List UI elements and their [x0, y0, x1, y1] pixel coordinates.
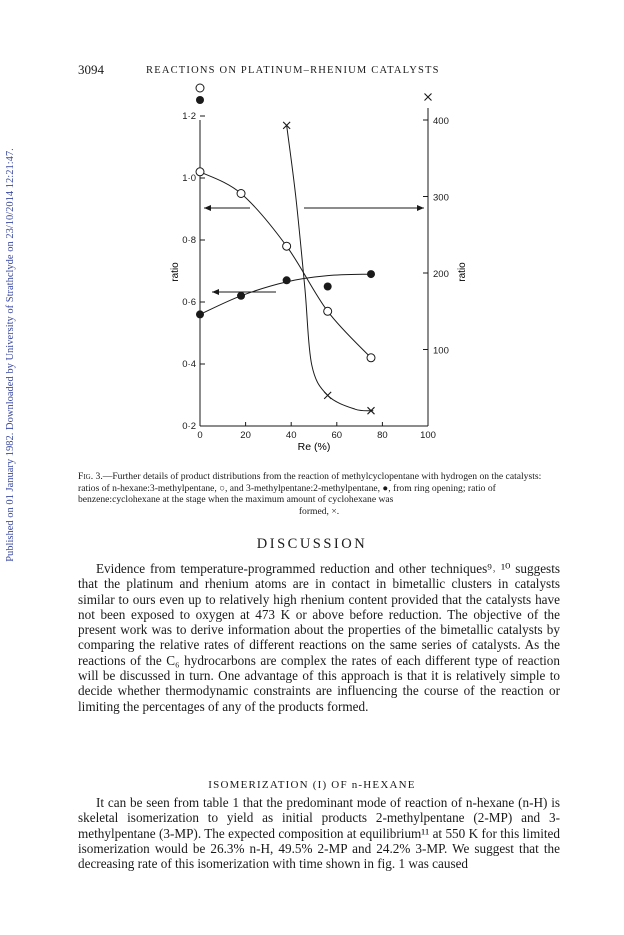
left-y-tick-label: 1·2: [182, 111, 196, 122]
isomerization-paragraph: It can be seen from table 1 that the predominant mode of reaction of n-hexane (n-H) is skeletal isomerization to yield as initial products 2-methylpentane (2-MP) and 3-methylpentane (3-MP). The expected composition at equilibrium¹¹ at 550 K for this limited isomerization would be 26.3% n-H, 49.5% 2-MP and 24.2% 3-MP. We suggest that the decreasing rate of this isomerization with time shown in fig. 1 was caused: [78, 795, 560, 872]
x-tick-label: 100: [420, 430, 436, 441]
arrow-to-left-axis-2-head: [212, 289, 219, 295]
series-curve: [287, 125, 374, 410]
right-y-tick-label: 400: [433, 116, 449, 127]
open-circle-point: [196, 168, 204, 176]
open-circle-point: [283, 242, 291, 250]
axis-arrows: [204, 205, 424, 295]
subsection-heading: ISOMERIZATION (I) OF n-HEXANE: [208, 779, 416, 791]
page-number: 3094: [78, 62, 104, 77]
left-y-tick-label: 0·6: [182, 297, 196, 308]
download-watermark: Published on 01 January 1982. Downloaded by University of Strathclyde on 23/10/2014 12:21:47.: [5, 148, 16, 562]
open-circle-point: [324, 307, 332, 315]
x-tick-label: 0: [197, 430, 203, 441]
chart-ticks: [182, 111, 449, 441]
caption-last-line: formed, ×.: [298, 505, 340, 517]
filled-circle-point: [237, 292, 245, 300]
x-tick-label: 60: [331, 430, 343, 441]
chart-axes: [200, 108, 428, 426]
left-y-tick-label: 0·8: [182, 235, 196, 246]
caption-label: Fig. 3.: [78, 471, 103, 482]
chart-marks: [196, 84, 432, 414]
left-y-tick-label: 1·0: [182, 173, 196, 184]
x-axis-label: Re (%): [297, 441, 331, 453]
section-heading: DISCUSSION: [256, 536, 368, 552]
filled-circle-point: [283, 276, 291, 284]
offscale-cross: [425, 94, 432, 101]
series-curve: [200, 172, 371, 358]
right-y-tick-label: 200: [433, 269, 449, 280]
right-y-tick-label: 100: [433, 345, 449, 357]
left-y-tick-label: 0·2: [182, 421, 196, 432]
cross-point: [324, 392, 331, 399]
discussion-paragraph: Evidence from temperature-programmed reduction and other techniques⁹˒ ¹⁰ suggests that the platinum and rhenium atoms are in contact in bimetallic clusters in catalysts similar to ours even up to relatively high rhenium content provided that the catalysts have not been exposed to oxygen at 473 K or above before reduction. The objective of the present work was to derive information about the properties of the bimetallic catalysts by comparing the relative rates of different reactions on the same series of catalysts. As the reactions of the C₆ hydrocarbons are complex the rates of each different type of reaction will be discussed in turn. One advantage of this approach is that it is relatively simple to decide whether thermodynamic constraints are influencing the course of the reaction or limiting the percentages of any of the products formed.: [78, 561, 560, 714]
open-circle-point: [367, 354, 375, 362]
chart-curves: [200, 125, 373, 410]
caption-text: —Further details of product distributions from the reaction of methylcyclopentane with hydrogen on the catalysts: ratios of n-hexane:3-methylpentane, ○, and 3-methylpentane:2-methylpentane, ●, from ring opening; ratio of benzene:cyclohexane at the stage when the maximum amount of cyclohexane was: [78, 471, 542, 505]
offscale-filled-circle: [196, 96, 204, 104]
figure-caption: [78, 471, 560, 517]
x-tick-label: 20: [240, 430, 251, 441]
right-y-axis-label: ratio: [457, 262, 468, 282]
arrow-to-right-axis-head: [417, 205, 424, 211]
x-tick-label: 80: [377, 430, 388, 441]
filled-circle-point: [367, 270, 375, 278]
arrow-to-left-axis-1-head: [204, 205, 211, 211]
filled-circle-point: [324, 283, 332, 291]
x-tick-label: 40: [285, 430, 297, 441]
right-y-tick-label: 300: [433, 192, 449, 204]
offscale-open-circle: [196, 84, 204, 92]
running-head: REACTIONS ON PLATINUM–RHENIUM CATALYSTS: [146, 65, 440, 76]
open-circle-point: [237, 190, 245, 198]
filled-circle-point: [196, 310, 204, 318]
left-y-tick-label: 0·4: [182, 359, 196, 370]
left-y-axis-label: ratio: [170, 262, 181, 282]
